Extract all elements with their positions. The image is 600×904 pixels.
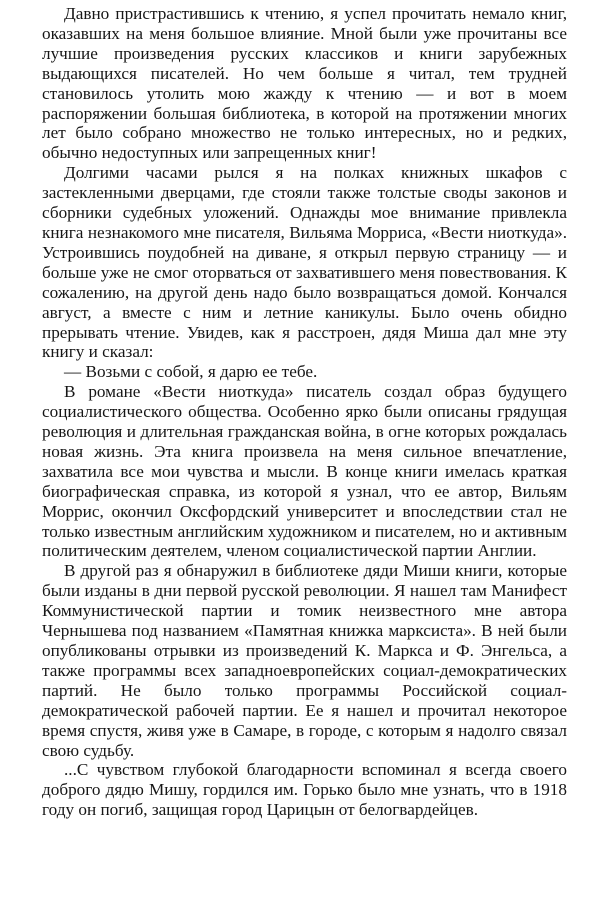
page-text xyxy=(42,4,567,820)
paragraph-news-from-nowhere: В романе «Вести ниоткуда» писатель создал образ будущего социалистического общества. Особенно ярко были описаны грядущая революция и длительная гражданская война, в огне которых рождалась новая жизнь. Эта книга произвела на меня сильное впечатление, захватила все мои чувства и мысли. В конце книги имелась краткая биографическая справка, из которой я узнал, что ее автор, Вильям Моррис, окончил Оксфордский университет и впоследствии стал не только известным английским художником и писателем, но и активным политическим деятелем, членом социалистической партии Англии. xyxy=(42,382,567,561)
paragraph-bookshelves: Долгими часами рылся я на полках книжных шкафов с застекленными дверцами, где стояли также толстые своды законов и сборники судебных уложений. Однажды мое внимание привлекла книга незнакомого мне писателя, Вильяма Морриса, «Вести ниоткуда». Устроившись поудобней на диване, я открыл первую страницу — и больше уже не смог оторваться от захватившего меня повествования. К сожалению, на другой день надо было возвращаться домой. Кончался август, а вместе с ним и летние каникулы. Было очень обидно прерывать чтение. Увидев, как я расстроен, дядя Миша дал мне эту книгу и сказал: xyxy=(42,163,567,362)
paragraph-marxist-books: В другой раз я обнаружил в библиотеке дяди Миши книги, которые были изданы в дни первой русской революции. Я нашел там Манифест Коммунистической партии и томик неизвестного мне автора Чернышева под названием «Памятная книжка марксиста». В ней были опубликованы отрывки из произведений К. Маркса и Ф. Энгельса, а также программы всех западноевропейских социал-демократических партий. Не было только программы Российской социал-демократической рабочей партии. Ее я нашел и прочитал некоторое время спустя, живя уже в Самаре, в городе, с которым я надолго связал свою судьбу. xyxy=(42,561,567,760)
paragraph-reading-habit: Давно пристрастившись к чтению, я успел прочитать немало книг, оказавших на меня большое влияние. Мной были уже прочитаны все лучшие произведения русских классиков и книги зарубежных выдающихся писателей. Но чем больше я читал, тем трудней становилось утолить мою жажду к чтению — и вот в моем распоряжении большая библиотека, в которой на протяжении многих лет было собрано множество не только интересных, но и редких, обычно недоступных или запрещенных книг! xyxy=(42,4,567,163)
paragraph-gift-quote: — Возьми с собой, я дарю ее тебе. xyxy=(64,362,318,382)
paragraph-uncle-misha: ...С чувством глубокой благодарности вспоминал я всегда своего доброго дядю Мишу, гордился им. Горько было мне узнать, что в 1918 году он погиб, защищая город Царицын от белогвардейцев. xyxy=(42,760,567,820)
